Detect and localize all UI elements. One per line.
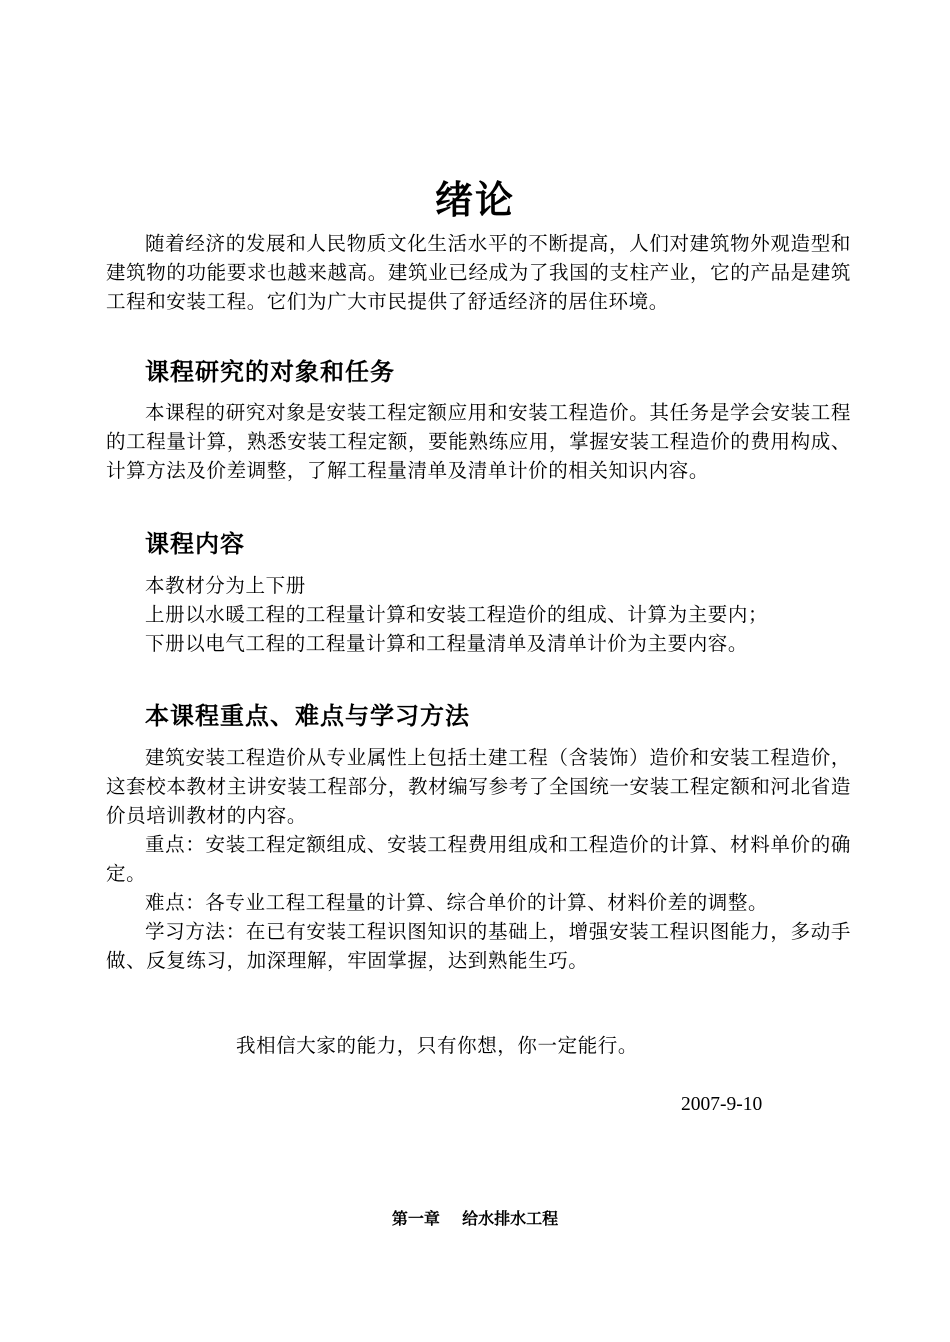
keypoints-paragraph-4: 学习方法：在已有安装工程识图知识的基础上，增强安装工程识图能力，多动手做、反复练习，加深理解，牢固掌握，达到熟能生巧。 <box>106 920 851 972</box>
keypoints-paragraph-2: 重点：安装工程定额组成、安装工程费用组成和工程造价的计算、材料单价的确定。 <box>106 833 851 885</box>
keypoints-paragraph-1: 建筑安装工程造价从专业属性上包括土建工程（含装饰）造价和安装工程造价，这套校本教材主讲安装工程部分，教材编写参考了全国统一安装工程定额和河北省造价员培训教材的内容。 <box>106 746 851 827</box>
section-heading-objectives: 课程研究的对象和任务 <box>145 358 395 386</box>
chapter-title: 第一章 给水排水工程 <box>391 1209 559 1228</box>
content-line-1: 本教材分为上下册 <box>145 574 306 597</box>
page-title: 绪论 <box>434 177 515 222</box>
content-line-2: 上册以水暖工程的工程量计算和安装工程造价的组成、计算为主要内； <box>145 603 769 626</box>
objectives-paragraph: 本课程的研究对象是安装工程定额应用和安装工程造价。其任务是学会安装工程的工程量计算，熟悉安装工程定额，要能熟练应用，掌握安装工程造价的费用构成、计算方法及价差调整，了解工程量清单及清单计价的相关知识内容。 <box>106 401 851 482</box>
section-heading-keypoints: 本课程重点、难点与学习方法 <box>145 702 470 730</box>
date-label: 2007-9-10 <box>681 1094 763 1115</box>
content-line-3: 下册以电气工程的工程量计算和工程量清单及清单计价为主要内容。 <box>145 632 749 655</box>
intro-paragraph: 随着经济的发展和人民物质文化生活水平的不断提高，人们对建筑物外观造型和建筑物的功能要求也越来越高。建筑业已经成为了我国的支柱产业，它的产品是建筑工程和安装工程。它们为广大市民提供了舒适经济的居住环境。 <box>106 232 851 313</box>
section-heading-content: 课程内容 <box>145 530 245 558</box>
closing-sentence: 我相信大家的能力，只有你想，你一定能行。 <box>236 1034 639 1057</box>
keypoints-paragraph-3: 难点：各专业工程工程量的计算、综合单价的计算、材料价差的调整。 <box>145 891 769 914</box>
